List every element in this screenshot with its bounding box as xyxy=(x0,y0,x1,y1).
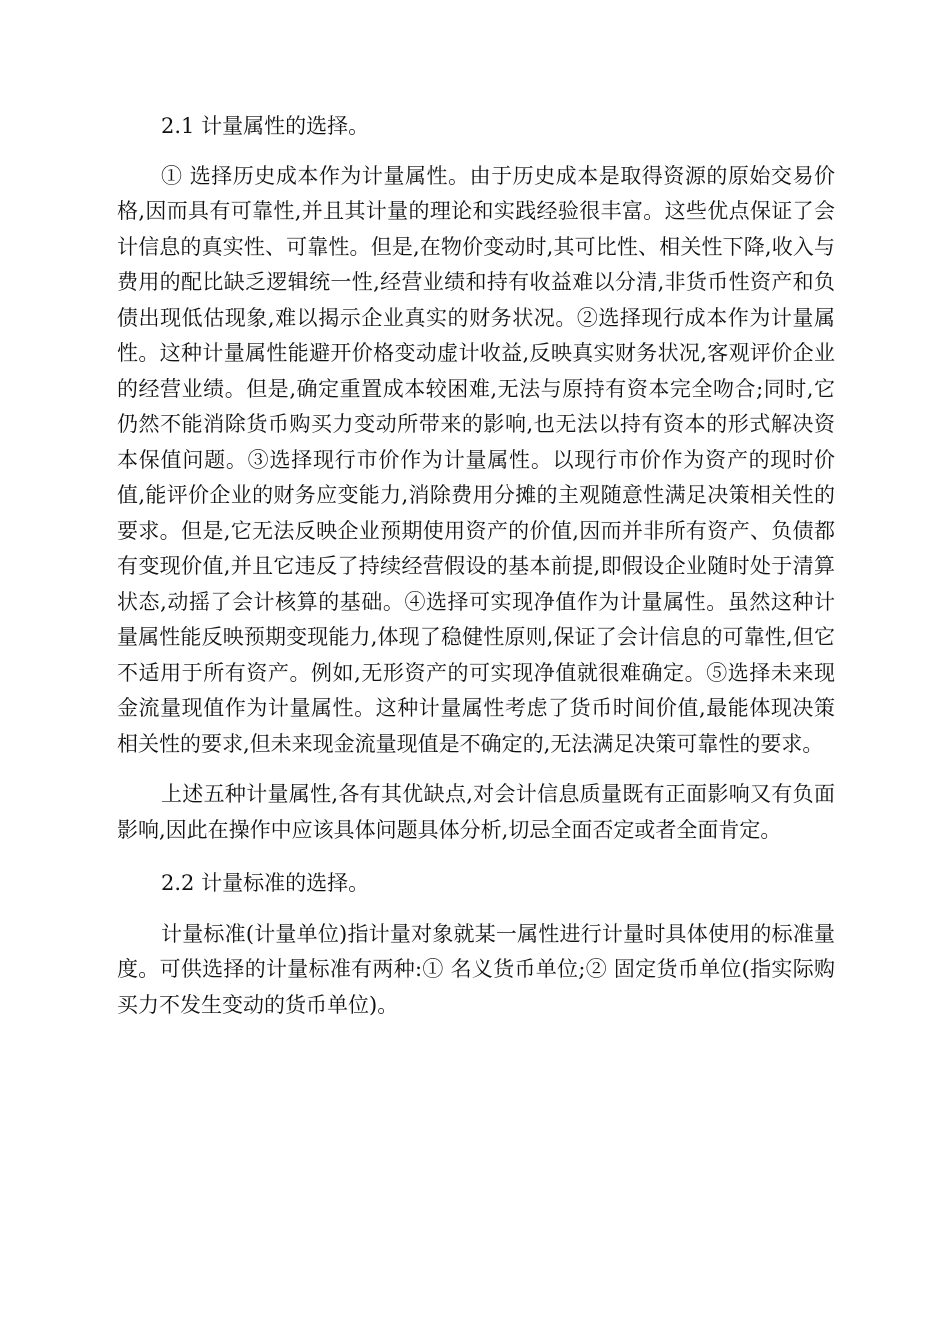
paragraph-measurement-standards: 计量标准(计量单位)指计量对象就某一属性进行计量时具体使用的标准量度。可供选择的计量标准有两种:① 名义货币单位;② 固定货币单位(指实际购买力不发生变动的货币单位)。 xyxy=(117,921,835,1017)
spacer xyxy=(117,145,835,159)
spacer xyxy=(117,902,835,917)
section-heading-2-1: 2.1 计量属性的选择。 xyxy=(161,114,370,138)
document-page xyxy=(117,109,835,1023)
paragraph-summary: 上述五种计量属性,各有其优缺点,对会计信息质量既有正面影响又有负面影响,因此在操作中应该具体问题具体分析,切忌全面否定或者全面肯定。 xyxy=(117,782,835,842)
spacer xyxy=(117,762,835,777)
paragraph-measurement-attributes: ① 选择历史成本作为计量属性。由于历史成本是取得资源的原始交易价格,因而具有可靠性,并且其计量的理论和实践经验很丰富。这些优点保证了会计信息的真实性、可靠性。但是,在物价变动时,其可比性、相关性下降,收入与费用的配比缺乏逻辑统一性,经营业绩和持有收益难以分清,非货币性资产和负债出现低估现象,难以揭示企业真实的财务状况。②选择现行成本作为计量属性。这种计量属性能避开价格变动虚计收益,反映真实财务状况,客观评价企业的经营业绩。但是,确定重置成本较困难,无法与原持有资本完全吻合;同时,它仍然不能消除货币购买力变动所带来的影响,也无法以持有资本的形式解决资本保值问题。③选择现行市价作为计量属性。以现行市价作为资产的现时价值,能评价企业的财务应变能力,消除费用分摊的主观随意性满足决策相关性的要求。但是,它无法反映企业预期使用资产的价值,因而并非所有资产、负债都有变现价值,并且它违反了持续经营假设的基本前提,即假设企业随时处于清算状态,动摇了会计核算的基础。④选择可实现净值作为计量属性。虽然这种计量属性能反映预期变现能力,体现了稳健性原则,保证了会计信息的可靠性,但它不适用于所有资产。例如,无形资产的可实现净值就很难确定。⑤选择未来现金流量现值作为计量属性。这种计量属性考虑了货币时间价值,最能体现决策相关性的要求,但未来现金流量现值是不确定的,无法满足决策可靠性的要求。 xyxy=(117,163,835,756)
section-heading-2-2: 2.2 计量标准的选择。 xyxy=(161,871,370,895)
spacer xyxy=(117,848,835,866)
